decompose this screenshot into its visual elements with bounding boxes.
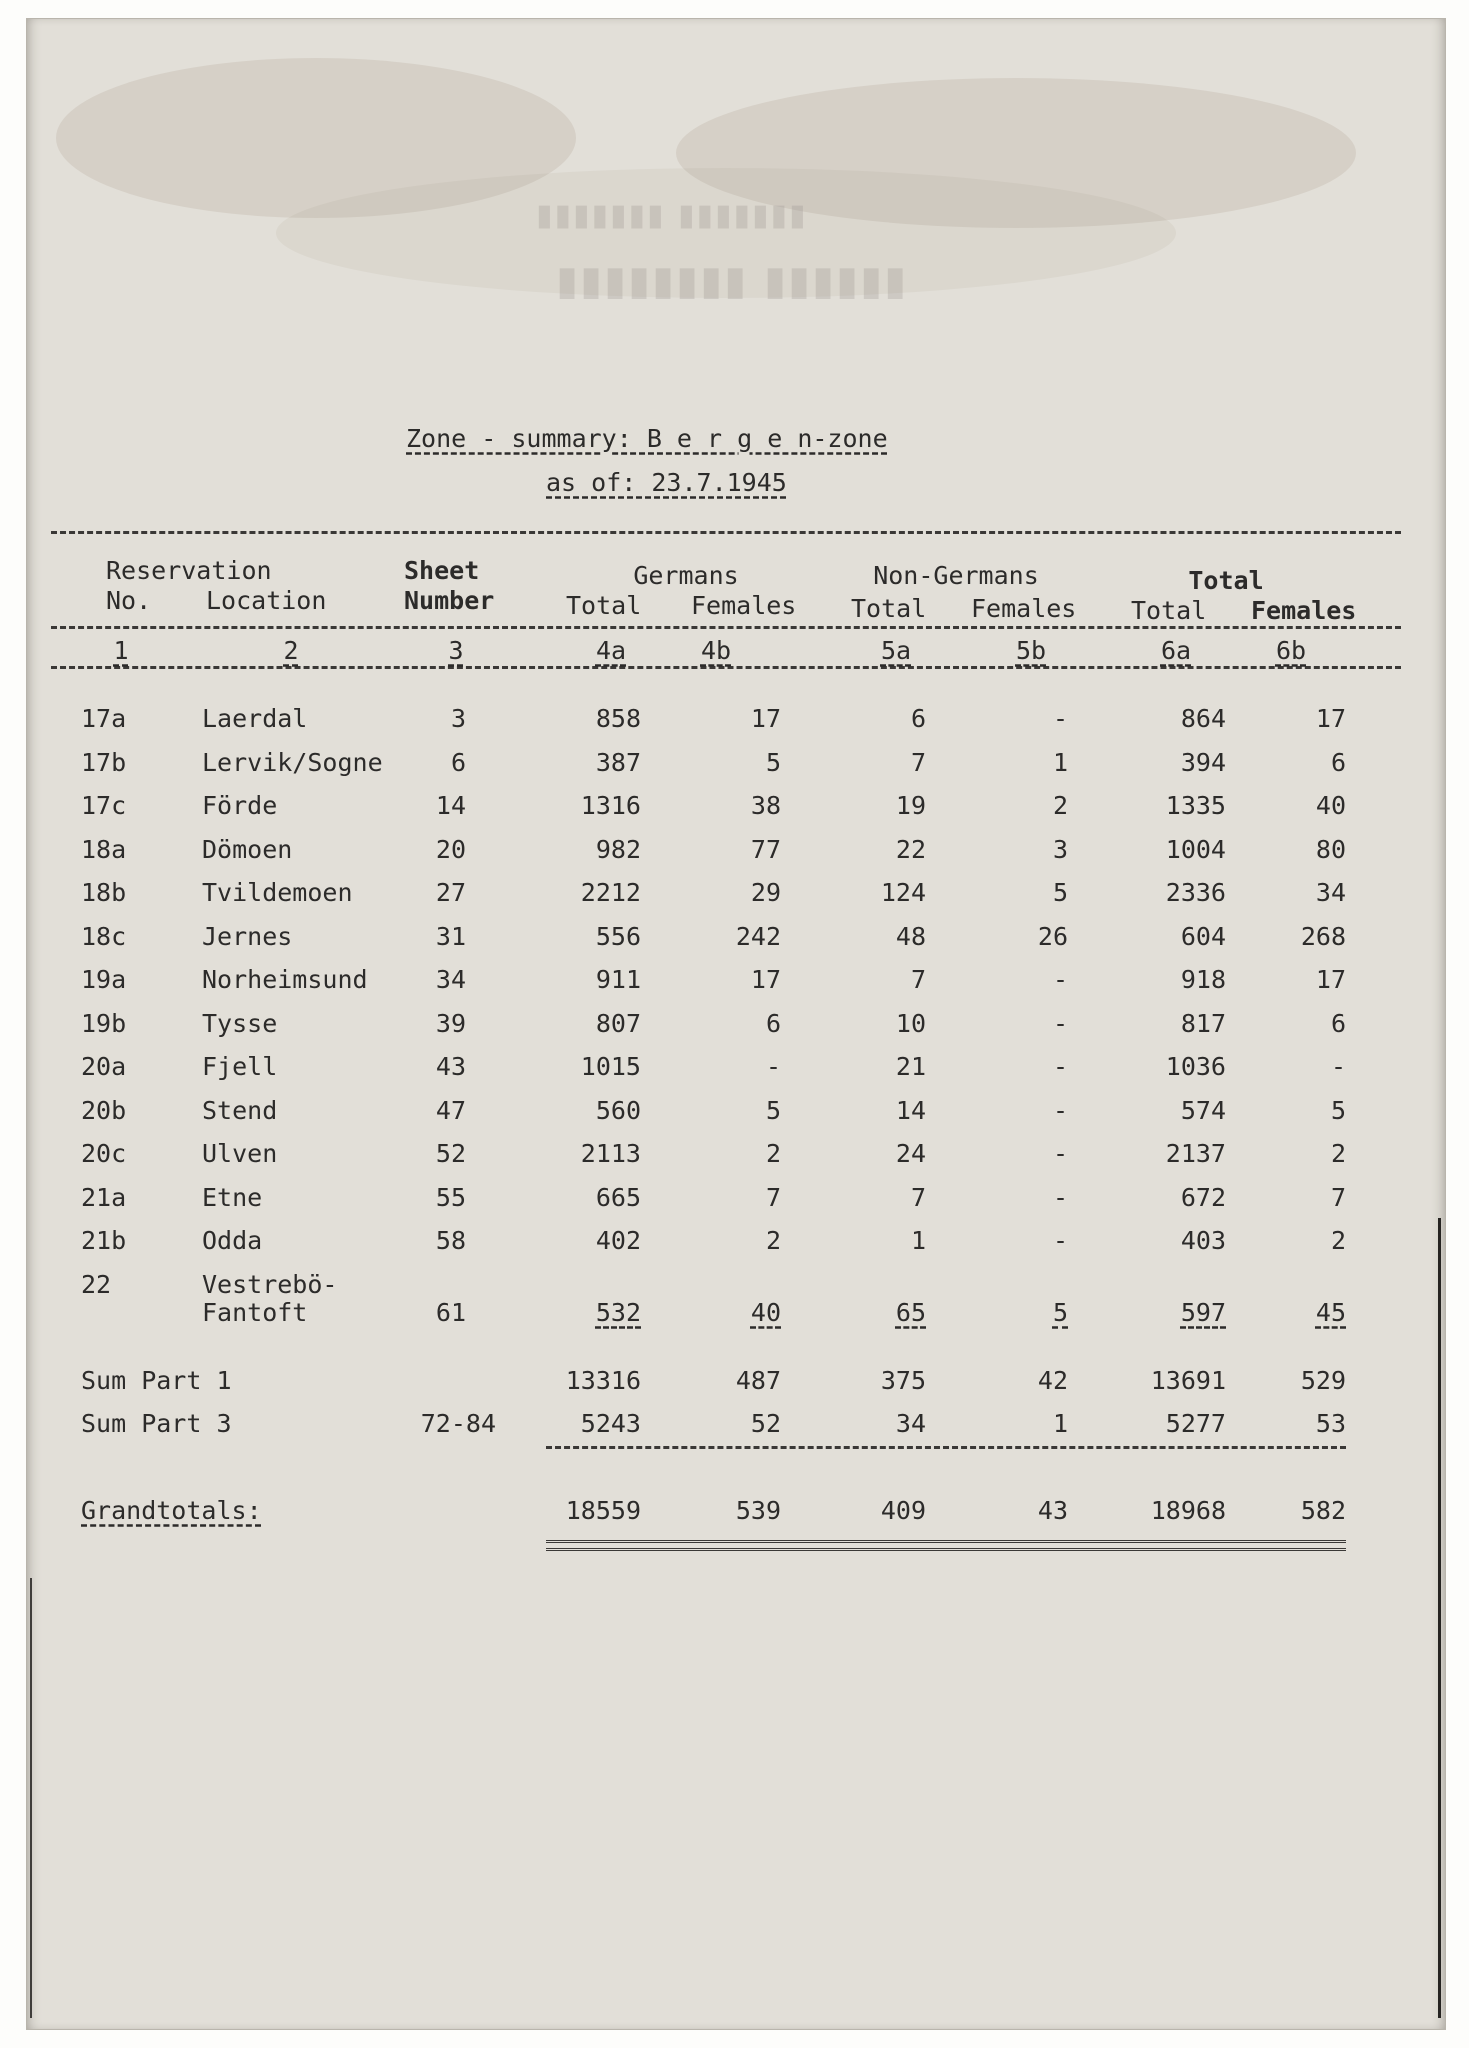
column-number: 6a — [1160, 636, 1192, 665]
row-no: 20b — [81, 1096, 127, 1125]
row-g-total: 532 — [595, 1298, 641, 1327]
row-g-total: 807 — [595, 1009, 641, 1038]
row-females: 6 — [1330, 1009, 1346, 1038]
grand-ng-females: 43 — [1037, 1496, 1068, 1525]
row-location: Fjell — [202, 1052, 278, 1081]
row-g-females: 5 — [765, 748, 781, 777]
header-sheet: Sheet — [404, 556, 480, 585]
column-number: 6b — [1275, 636, 1307, 665]
row-total: 2137 — [1165, 1139, 1226, 1168]
grand-total: 18968 — [1150, 1496, 1226, 1525]
row-g-total: 911 — [595, 965, 641, 994]
row-ng-females: - — [1052, 1096, 1068, 1125]
row-sheet: 31 — [435, 922, 466, 951]
row-females: 45 — [1315, 1298, 1346, 1327]
row-ng-total: 22 — [895, 835, 926, 864]
sum-rule — [546, 1446, 1346, 1449]
row-ng-total: 10 — [895, 1009, 926, 1038]
grandtotals-label: Grandtotals: — [81, 1496, 262, 1525]
sum-sheet: 72-84 — [420, 1409, 496, 1438]
document-page — [26, 18, 1446, 2030]
row-ng-total: 21 — [895, 1052, 926, 1081]
row-g-total: 858 — [595, 704, 641, 733]
sum-g-total: 5243 — [580, 1409, 641, 1438]
row-ng-females: - — [1052, 1226, 1068, 1255]
header-no: No. — [106, 586, 152, 615]
row-total: 403 — [1180, 1226, 1226, 1255]
column-number: 1 — [113, 636, 129, 665]
row-sheet: 34 — [435, 965, 466, 994]
row-females: 17 — [1315, 965, 1346, 994]
header-total-group: Total — [1188, 566, 1264, 595]
sum-label: Sum Part 1 — [81, 1366, 232, 1395]
row-location: Stend — [202, 1096, 278, 1125]
row-sheet: 43 — [435, 1052, 466, 1081]
row-females: 80 — [1315, 835, 1346, 864]
row-no: 17a — [81, 704, 127, 733]
row-females: - — [1330, 1052, 1346, 1081]
row-ng-females: - — [1052, 1009, 1068, 1038]
column-number: 2 — [283, 636, 299, 665]
row-total: 817 — [1180, 1009, 1226, 1038]
row-location: Dömoen — [202, 835, 293, 864]
grandtotal-double-rule-2 — [546, 1548, 1346, 1555]
row-ng-total: 7 — [910, 748, 926, 777]
row-ng-females: 1 — [1052, 748, 1068, 777]
row-total: 394 — [1180, 748, 1226, 777]
row-no: 18a — [81, 835, 127, 864]
column-number: 4a — [595, 636, 627, 665]
row-ng-females: - — [1052, 1052, 1068, 1081]
row-total: 1036 — [1165, 1052, 1226, 1081]
header-non-germans-females: Females — [971, 594, 1077, 623]
sum-g-total: 13316 — [565, 1366, 641, 1395]
row-ng-females: - — [1052, 1139, 1068, 1168]
row-location: Tysse — [202, 1009, 278, 1038]
row-ng-females: 2 — [1052, 791, 1068, 820]
row-ng-total: 24 — [895, 1139, 926, 1168]
sum-ng-total: 375 — [880, 1366, 926, 1395]
sum-ng-females: 1 — [1052, 1409, 1068, 1438]
column-number: 5a — [880, 636, 912, 665]
row-location: Laerdal — [202, 704, 308, 733]
sum-g-females: 52 — [750, 1409, 781, 1438]
row-location: Förde — [202, 791, 278, 820]
row-total: 604 — [1180, 922, 1226, 951]
grand-g-total: 18559 — [565, 1496, 641, 1525]
row-no: 18b — [81, 878, 127, 907]
column-number: 4b — [700, 636, 732, 665]
row-g-females: 2 — [765, 1139, 781, 1168]
row-location: Vestrebö- — [202, 1270, 338, 1299]
row-no: 19b — [81, 1009, 127, 1038]
row-g-females: 38 — [750, 791, 781, 820]
grand-ng-total: 409 — [880, 1496, 926, 1525]
row-ng-females: 5 — [1052, 1298, 1068, 1327]
header-germans: Germans — [633, 561, 739, 590]
row-no: 20a — [81, 1052, 127, 1081]
row-ng-females: - — [1052, 1183, 1068, 1212]
row-ng-females: 3 — [1052, 835, 1068, 864]
row-ng-females: 26 — [1037, 922, 1068, 951]
row-no: 17c — [81, 791, 127, 820]
grand-g-females: 539 — [735, 1496, 781, 1525]
row-location: Ulven — [202, 1139, 278, 1168]
column-number: 3 — [448, 636, 464, 665]
row-location: Etne — [202, 1183, 263, 1212]
row-g-females: 6 — [765, 1009, 781, 1038]
row-no: 21b — [81, 1226, 127, 1255]
sum-total: 13691 — [1150, 1366, 1226, 1395]
row-sheet: 20 — [435, 835, 466, 864]
row-location: Odda — [202, 1226, 263, 1255]
header-number: Number — [404, 586, 495, 615]
row-g-total: 387 — [595, 748, 641, 777]
header-total-females: Females — [1251, 596, 1357, 625]
row-g-total: 556 — [595, 922, 641, 951]
row-females: 2 — [1330, 1139, 1346, 1168]
header-rule — [51, 626, 1401, 629]
sum-ng-total: 34 — [895, 1409, 926, 1438]
row-females: 7 — [1330, 1183, 1346, 1212]
row-total: 2336 — [1165, 878, 1226, 907]
row-g-total: 402 — [595, 1226, 641, 1255]
row-total: 672 — [1180, 1183, 1226, 1212]
row-sheet: 39 — [435, 1009, 466, 1038]
row-females: 17 — [1315, 704, 1346, 733]
row-ng-total: 48 — [895, 922, 926, 951]
row-ng-total: 7 — [910, 1183, 926, 1212]
row-females: 6 — [1330, 748, 1346, 777]
row-ng-total: 1 — [910, 1226, 926, 1255]
row-no: 18c — [81, 922, 127, 951]
sum-label: Sum Part 3 — [81, 1409, 232, 1438]
row-total: 574 — [1180, 1096, 1226, 1125]
row-g-total: 665 — [595, 1183, 641, 1212]
row-location: Lervik/Sogne — [202, 748, 383, 777]
row-ng-total: 6 — [910, 704, 926, 733]
document-title: Zone - summary: B e r g e n-zone — [406, 424, 888, 453]
row-no: 20c — [81, 1139, 127, 1168]
row-total: 918 — [1180, 965, 1226, 994]
sum-ng-females: 42 — [1037, 1366, 1068, 1395]
row-total: 597 — [1180, 1298, 1226, 1327]
row-females: 2 — [1330, 1226, 1346, 1255]
row-total: 1335 — [1165, 791, 1226, 820]
row-sheet: 27 — [435, 878, 466, 907]
row-sheet: 47 — [435, 1096, 466, 1125]
row-no: 19a — [81, 965, 127, 994]
row-sheet: 14 — [435, 791, 466, 820]
bleed-through-mark: ▮▮▮▮▮▮▮▮ ▮▮▮▮▮▮ — [556, 258, 909, 304]
row-females: 5 — [1330, 1096, 1346, 1125]
header-germans-females: Females — [691, 591, 797, 620]
row-sheet: 3 — [450, 704, 466, 733]
row-females: 40 — [1315, 791, 1346, 820]
header-reservation: Reservation — [106, 556, 272, 585]
sum-g-females: 487 — [735, 1366, 781, 1395]
row-g-females: 29 — [750, 878, 781, 907]
row-g-females: 242 — [735, 922, 781, 951]
row-location: Norheimsund — [202, 965, 368, 994]
row-ng-females: 5 — [1052, 878, 1068, 907]
row-sheet: 61 — [435, 1298, 466, 1327]
row-total: 864 — [1180, 704, 1226, 733]
row-g-females: 7 — [765, 1183, 781, 1212]
row-no: 21a — [81, 1183, 127, 1212]
row-location-line2: Fantoft — [202, 1298, 308, 1327]
row-females: 34 — [1315, 878, 1346, 907]
bleed-through-mark: ▮▮▮▮▮▮▮ ▮▮▮▮▮▮▮ — [536, 198, 808, 233]
row-location: Jernes — [202, 922, 293, 951]
row-g-females: 77 — [750, 835, 781, 864]
row-sheet: 52 — [435, 1139, 466, 1168]
row-g-total: 1015 — [580, 1052, 641, 1081]
row-g-females: 5 — [765, 1096, 781, 1125]
row-ng-total: 7 — [910, 965, 926, 994]
top-rule — [51, 531, 1401, 534]
sum-females: 529 — [1300, 1366, 1346, 1395]
row-g-total: 1316 — [580, 791, 641, 820]
row-ng-total: 65 — [895, 1298, 926, 1327]
row-location: Tvildemoen — [202, 878, 353, 907]
row-sheet: 6 — [450, 748, 466, 777]
header-germans-total: Total — [566, 591, 642, 620]
column-number-rule — [51, 666, 1401, 669]
row-no: 22 — [81, 1270, 112, 1299]
sum-females: 53 — [1315, 1409, 1346, 1438]
row-total: 1004 — [1165, 835, 1226, 864]
row-g-total: 2212 — [580, 878, 641, 907]
row-g-females: 2 — [765, 1226, 781, 1255]
row-ng-total: 14 — [895, 1096, 926, 1125]
row-no: 17b — [81, 748, 127, 777]
row-ng-total: 124 — [880, 878, 926, 907]
row-sheet: 55 — [435, 1183, 466, 1212]
grandtotal-double-rule — [546, 1540, 1346, 1547]
row-g-total: 560 — [595, 1096, 641, 1125]
left-edge-line — [30, 1578, 32, 2018]
row-ng-females: - — [1052, 965, 1068, 994]
row-g-females: 17 — [750, 965, 781, 994]
grand-females: 582 — [1300, 1496, 1346, 1525]
row-g-total: 2113 — [580, 1139, 641, 1168]
row-females: 268 — [1300, 922, 1346, 951]
header-non-germans: Non-Germans — [873, 561, 1039, 590]
row-g-females: 17 — [750, 704, 781, 733]
right-edge-line — [1438, 1218, 1441, 2018]
row-ng-females: - — [1052, 704, 1068, 733]
header-non-germans-total: Total — [851, 594, 927, 623]
header-location: Location — [206, 586, 327, 615]
sum-total: 5277 — [1165, 1409, 1226, 1438]
column-number: 5b — [1015, 636, 1047, 665]
header-total-total: Total — [1131, 596, 1207, 625]
document-date: as of: 23.7.1945 — [546, 468, 787, 497]
row-g-females: 40 — [750, 1298, 781, 1327]
row-sheet: 58 — [435, 1226, 466, 1255]
row-ng-total: 19 — [895, 791, 926, 820]
row-g-females: - — [765, 1052, 781, 1081]
row-g-total: 982 — [595, 835, 641, 864]
